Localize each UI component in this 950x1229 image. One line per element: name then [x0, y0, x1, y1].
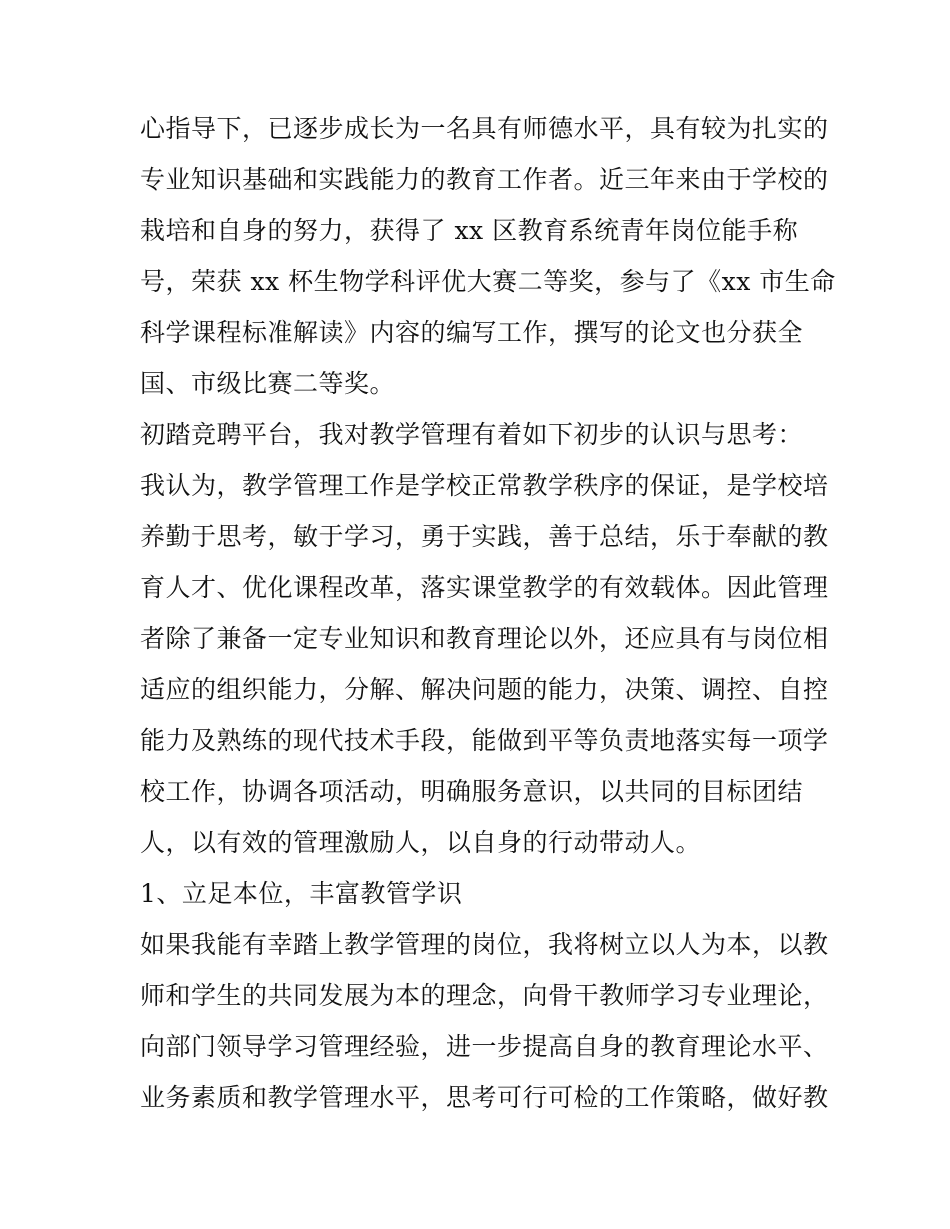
text-line: 人，以有效的管理激励人，以自身的行动带动人。	[140, 828, 702, 857]
text-line: 适应的组织能力，分解、解决问题的能力，决策、调控、自控	[140, 675, 829, 704]
text-line: 养勤于思考，敏于学习，勇于实践，善于总结，乐于奉献的教	[140, 522, 829, 551]
text-line: 如果我能有幸踏上教学管理的岗位，我将树立以人为本，以教	[140, 930, 829, 959]
text-line: 栽培和自身的努力，获得了 xx 区教育系统青年岗位能手称	[140, 216, 799, 245]
text-line: 我认为，教学管理工作是学校正常教学秩序的保证，是学校培	[140, 471, 829, 500]
text-line: 专业知识基础和实践能力的教育工作者。近三年来由于学校的	[140, 165, 829, 194]
section-heading: 1、立足本位，丰富教管学识	[140, 879, 463, 908]
text-line: 国、市级比赛二等奖。	[140, 369, 396, 398]
document-body	[140, 103, 836, 1123]
text-line: 初踏竞聘平台，我对教学管理有着如下初步的认识与思考：	[140, 420, 804, 449]
text-line: 业务素质和教学管理水平，思考可行可检的工作策略，做好教	[140, 1083, 829, 1112]
text-line: 能力及熟练的现代技术手段，能做到平等负责地落实每一项学	[140, 726, 829, 755]
text-line: 者除了兼备一定专业知识和教育理论以外，还应具有与岗位相	[140, 624, 829, 653]
text-line: 心指导下，已逐步成长为一名具有师德水平，具有较为扎实的	[140, 114, 829, 143]
text-line: 校工作，协调各项活动，明确服务意识，以共同的目标团结	[140, 777, 804, 806]
text-line: 号，荣获 xx 杯生物学科评优大赛二等奖，参与了《xx 市生命	[140, 267, 836, 296]
text-line: 育人才、优化课程改革，落实课堂教学的有效载体。因此管理	[140, 573, 829, 602]
text-line: 科学课程标准解读》内容的编写工作，撰写的论文也分获全	[140, 318, 804, 347]
text-line: 师和学生的共同发展为本的理念，向骨干教师学习专业理论，	[140, 981, 829, 1010]
text-line: 向部门领导学习管理经验，进一步提高自身的教育理论水平、	[140, 1032, 829, 1061]
